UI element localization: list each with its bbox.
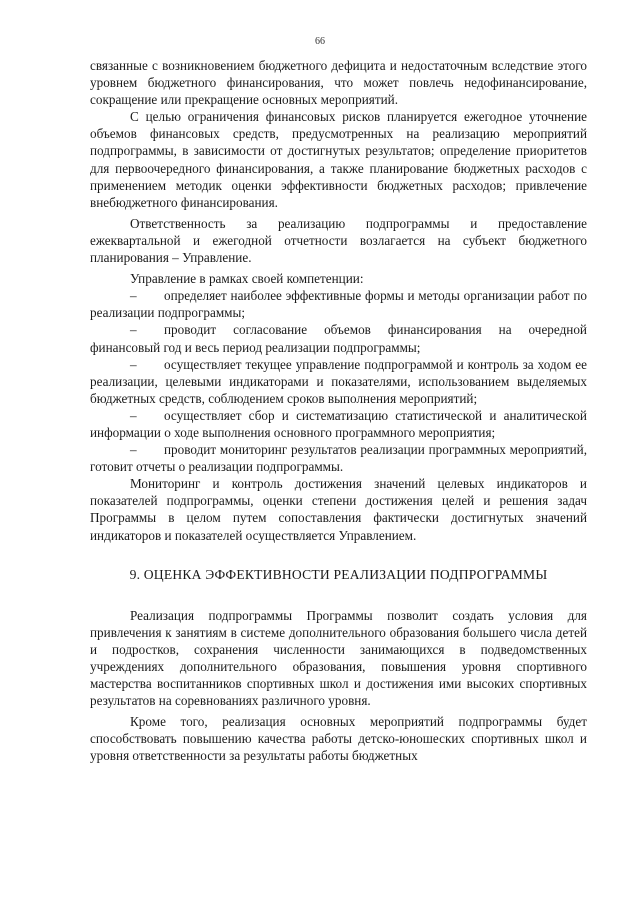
page-number: 66 — [315, 36, 325, 47]
dash-marker: – — [130, 442, 137, 458]
paragraph-outcomes: Реализация подпрограммы Программы позволит создать условия для привлечения к занятиям в системе дополнительного образования большего числа детей и подростков, сохранения численности занимающихся в подведомственных учреждениях дополнительного образования, повышения уровня спортивного мастерства воспитанников спортивных школ и достижения ими высоких спортивных результатов на соревнованиях различного уровня. — [90, 607, 587, 709]
dash-marker: – — [130, 407, 137, 423]
list-item — [90, 287, 587, 321]
paragraph-competence-intro: Управление в рамках своей компетенции: — [130, 271, 364, 287]
paragraph-additional-outcomes: Кроме того, реализация основных мероприятий подпрограммы будет способствовать повышению качества работы детско-юношеских спортивных школ и уровня ответственности за результаты работы бюджетных — [90, 714, 587, 764]
list-item — [90, 441, 587, 475]
paragraph-responsibility: Ответственность за реализацию подпрограммы и предоставление ежеквартальной и ежегодной отчетности возлагается на субъект бюджетного планирования – Управление. — [90, 215, 587, 266]
list-item-text: проводит мониторинг результатов реализации программных мероприятий, готовит отчеты о реализации подпрограммы. — [90, 442, 587, 475]
dash-marker: – — [130, 356, 137, 372]
list-item-text: осуществляет текущее управление подпрограммой и контроль за ходом ее реализации, целевыми индикаторами и показателями, использованием выделяемых бюджетных средств, соблюдением сроков выполнения мероприятий; — [90, 356, 587, 406]
paragraph-budget-risk: связанные с возникновением бюджетного дефицита и недостаточным вследствие этого уровнем бюджетного финансирования, что может повлечь недофинансирование, сокращение или прекращение основных мероприятий. — [90, 58, 587, 108]
paragraph-monitoring: Мониторинг и контроль достижения значений целевых индикаторов и показателей подпрограммы, оценки степени достижения целей и решения задач Программы в целом путем сопоставления фактически достигнутых значений индикаторов и показателей осуществляется Управлением. — [90, 476, 587, 543]
dash-marker: – — [130, 288, 137, 304]
list-item — [90, 356, 587, 407]
list-item-text: определяет наиболее эффективные формы и методы организации работ по реализации подпрограммы; — [90, 288, 587, 321]
page-body — [90, 57, 587, 765]
section-heading: 9. ОЦЕНКА ЭФФЕКТИВНОСТИ РЕАЛИЗАЦИИ ПОДПРОГРАММЫ — [129, 566, 548, 582]
list-item — [90, 407, 587, 441]
dash-marker: – — [130, 322, 137, 338]
list-item-text: осуществляет сбор и систематизацию статистической и аналитической информации о ходе выполнения основного программного мероприятия; — [90, 407, 587, 440]
paragraph-risk-mitigation: С целью ограничения финансовых рисков планируется ежегодное уточнение объемов финансовых средств, предусмотренных на реализацию мероприятий подпрограммы, в зависимости от достигнутых результатов; определение приоритетов для первоочередного финансирования, а также планирование бюджетных расходов с применением методик оценки эффективности бюджетных расходов; привлечение внебюджетного финансирования. — [90, 109, 587, 210]
list-item — [90, 321, 587, 355]
list-item-text: проводит согласование объемов финансирования на очередной финансовый год и весь период реализации подпрограммы; — [90, 322, 587, 355]
